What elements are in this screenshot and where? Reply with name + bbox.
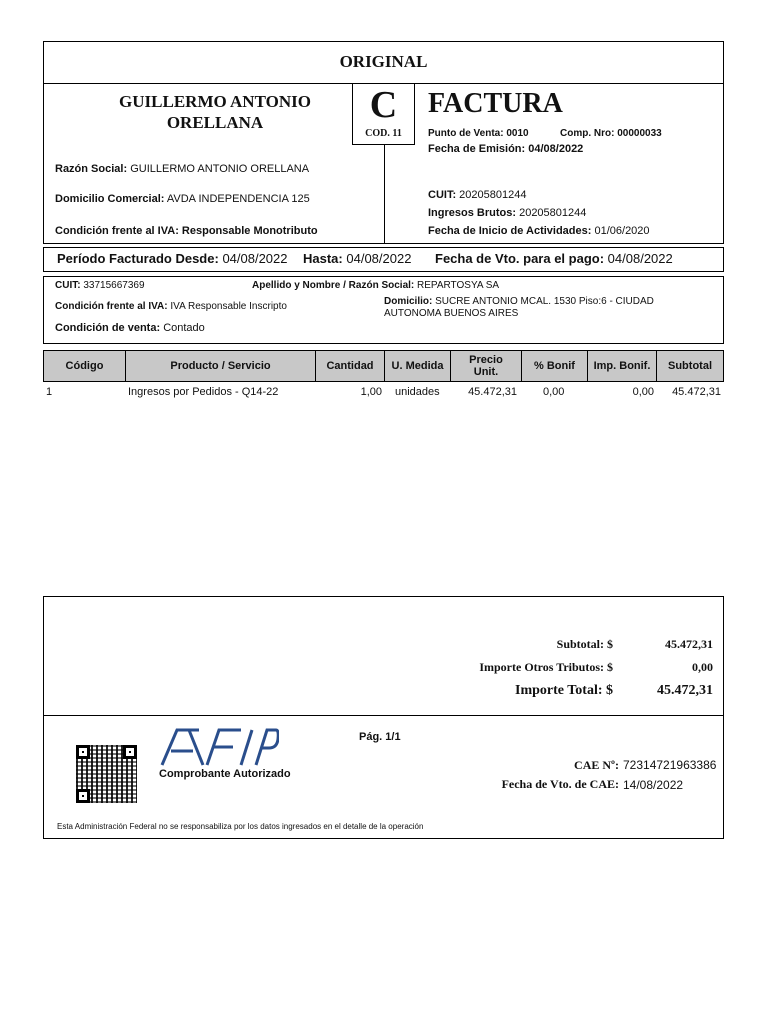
row-precio: 45.472,31 <box>468 386 517 398</box>
client-cuit-label: CUIT: <box>55 280 81 291</box>
importe-total-label: Importe Total: $ <box>515 683 613 698</box>
comprobante-autorizado: Comprobante Autorizado <box>159 768 291 780</box>
periodo-hasta-value: 04/08/2022 <box>346 251 412 266</box>
issuer-cuit-label: CUIT: <box>428 189 457 201</box>
periodo-hasta <box>303 251 411 266</box>
client-nombre-value: REPARTOSYA SA <box>417 280 500 291</box>
client-domicilio-line2: AUTONOMA BUENOS AIRES <box>384 308 519 319</box>
periodo-hasta-label: Hasta: <box>303 251 343 266</box>
fecha-emision: Fecha de Emisión: 04/08/2022 <box>428 143 584 155</box>
col-codigo: Código <box>43 350 126 382</box>
razon-social-label: Razón Social: <box>55 163 128 175</box>
client-nombre-label: Apellido y Nombre / Razón Social: <box>252 280 415 291</box>
ingresos-brutos <box>428 207 586 219</box>
page-number: Pág. 1/1 <box>359 731 401 743</box>
issuer-divider <box>384 145 385 244</box>
otros-tributos-value: 0,00 <box>692 660 713 674</box>
col-medida: U. Medida <box>384 350 451 382</box>
periodo-desde <box>57 251 288 266</box>
row-bonif-imp: 0,00 <box>632 386 654 398</box>
row-producto: Ingresos por Pedidos - Q14-22 <box>128 386 279 398</box>
razon-social <box>55 163 309 175</box>
fecha-vto-pago-value: 04/08/2022 <box>607 251 673 266</box>
row-medida: unidades <box>395 386 440 398</box>
col-subtotal: Subtotal <box>656 350 724 382</box>
client-nombre <box>252 280 499 291</box>
afip-logo <box>159 727 279 772</box>
domicilio-comercial <box>55 193 310 205</box>
invoice-title: FACTURA <box>428 88 563 119</box>
issuer-name: GUILLERMO ANTONIO ORELLANA <box>119 92 311 132</box>
fecha-vto-pago-label: Fecha de Vto. para el pago: <box>435 251 605 266</box>
col-cantidad: Cantidad <box>315 350 385 382</box>
issuer-iva-label: Condición frente al IVA: <box>55 225 179 237</box>
domicilio-comercial-value: AVDA INDEPENDENCIA 125 <box>166 193 310 205</box>
client-iva-label: Condición frente al IVA: <box>55 301 168 312</box>
doc-type-code: COD. 11 <box>365 128 402 139</box>
col-bonif-pct: % Bonif <box>521 350 588 382</box>
disclaimer: Esta Administración Federal no se responsabiliza por los datos ingresados en el detalle de la operación <box>57 822 424 831</box>
comp-nro: Comp. Nro: 00000033 <box>560 128 662 139</box>
col-precio-line1: Precio <box>469 354 503 366</box>
inicio-actividades-label: Fecha de Inicio de Actividades: <box>428 225 592 237</box>
subtotal-value: 45.472,31 <box>665 637 713 651</box>
condicion-venta-label: Condición de venta: <box>55 322 161 334</box>
fecha-vto-pago <box>435 251 673 266</box>
client-cuit <box>55 280 145 291</box>
inicio-actividades <box>428 225 650 237</box>
cae-vto-label: Fecha de Vto. de CAE: <box>501 777 619 791</box>
client-cuit-value: 33715667369 <box>83 280 145 291</box>
qr-code-icon <box>76 745 137 803</box>
col-producto: Producto / Servicio <box>125 350 316 382</box>
col-precio <box>450 350 522 382</box>
row-bonif-pct: 0,00 <box>543 386 565 398</box>
issuer-iva-value: Responsable Monotributo <box>181 225 318 237</box>
client-domicilio-line1: SUCRE ANTONIO MCAL. 1530 Piso:6 - CIUDAD <box>435 296 654 307</box>
razon-social-value: GUILLERMO ANTONIO ORELLANA <box>130 163 310 175</box>
afip-logo-icon <box>159 727 279 767</box>
condicion-venta <box>55 322 205 334</box>
col-bonif-imp: Imp. Bonif. <box>587 350 657 382</box>
importe-total-value: 45.472,31 <box>657 683 713 698</box>
condicion-venta-value: Contado <box>163 322 205 334</box>
periodo-desde-label: Período Facturado Desde: <box>57 251 219 266</box>
cae-value: 72314721963386 <box>623 758 717 772</box>
domicilio-comercial-label: Domicilio Comercial: <box>55 193 165 205</box>
punto-venta: Punto de Venta: 0010 <box>428 128 529 139</box>
row-subtotal: 45.472,31 <box>672 386 721 398</box>
inicio-actividades-value: 01/06/2020 <box>594 225 650 237</box>
cae-vto-value: 14/08/2022 <box>623 778 684 792</box>
client-iva <box>55 301 287 312</box>
row-cantidad: 1,00 <box>360 386 382 398</box>
issuer-iva <box>55 225 318 237</box>
copy-label: ORIGINAL <box>339 52 428 71</box>
ingresos-brutos-label: Ingresos Brutos: <box>428 207 517 219</box>
periodo-desde-value: 04/08/2022 <box>222 251 288 266</box>
subtotal-label: Subtotal: $ <box>556 637 613 651</box>
client-iva-value: IVA Responsable Inscripto <box>170 301 287 312</box>
ingresos-brutos-value: 20205801244 <box>519 207 587 219</box>
client-domicilio-label: Domicilio: <box>384 296 433 307</box>
client-domicilio <box>384 296 654 320</box>
issuer-cuit <box>428 189 526 201</box>
row-codigo: 1 <box>46 386 53 398</box>
doc-type-letter: C <box>369 84 398 126</box>
otros-tributos-label: Importe Otros Tributos: $ <box>479 660 613 674</box>
issuer-cuit-value: 20205801244 <box>459 189 527 201</box>
cae-label: CAE Nº: <box>574 758 619 772</box>
col-precio-line2: Unit. <box>473 366 499 378</box>
